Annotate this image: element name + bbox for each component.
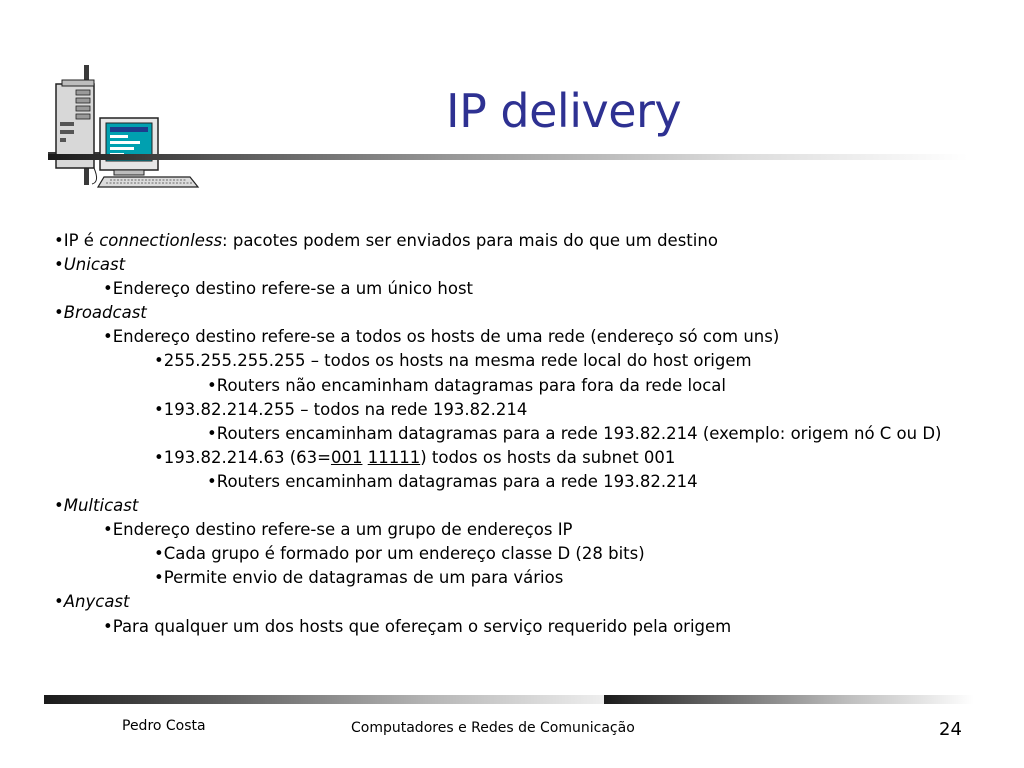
title-divider <box>48 154 968 160</box>
footer-divider <box>44 695 974 704</box>
page-number: 24 <box>939 719 962 740</box>
bullet-item: •255.255.255.255 – todos os hosts na mesma rede local do host origem <box>154 351 752 371</box>
slide-title: IP delivery <box>446 84 682 138</box>
bullet-item: •Permite envio de datagramas de um para vários <box>154 568 564 588</box>
computer-workstation-icon <box>40 60 205 190</box>
bullet-item: •Para qualquer um dos hosts que ofereçam o serviço requerido pela origem <box>103 616 732 636</box>
bullet-item: •193.82.214.255 – todos na rede 193.82.214 <box>154 399 528 419</box>
footer-course: Computadores e Redes de Comunicação <box>351 720 635 736</box>
bullet-item: •Routers encaminham datagramas para a rede 193.82.214 <box>207 471 698 491</box>
footer-divider-right <box>604 695 974 704</box>
footer-author: Pedro Costa <box>122 718 206 734</box>
bullet-item: •Endereço destino refere-se a um grupo de endereços IP <box>103 520 573 540</box>
bullet-item: •Cada grupo é formado por um endereço classe D (28 bits) <box>154 544 645 564</box>
bullet-item: •Unicast <box>54 255 126 275</box>
bullet-item: •Endereço destino refere-se a um único host <box>103 279 474 299</box>
bullet-item: •193.82.214.63 (63=001 11111) todos os hosts da subnet 001 <box>154 447 676 467</box>
bullet-item: •Multicast <box>54 496 139 516</box>
bullet-item: •IP é connectionless: pacotes podem ser enviados para mais do que um destino <box>54 231 718 250</box>
bullet-item: •Anycast <box>54 592 130 612</box>
bullet-item: •Endereço destino refere-se a todos os hosts de uma rede (endereço só com uns) <box>103 327 780 347</box>
bullet-list <box>54 229 1014 639</box>
bullet-item: •Broadcast <box>54 303 147 323</box>
bullet-item: •Routers encaminham datagramas para a rede 193.82.214 (exemplo: origem nó C ou D) <box>207 423 942 443</box>
footer-divider-left <box>44 695 604 704</box>
bullet-item: •Routers não encaminham datagramas para fora da rede local <box>207 375 727 395</box>
